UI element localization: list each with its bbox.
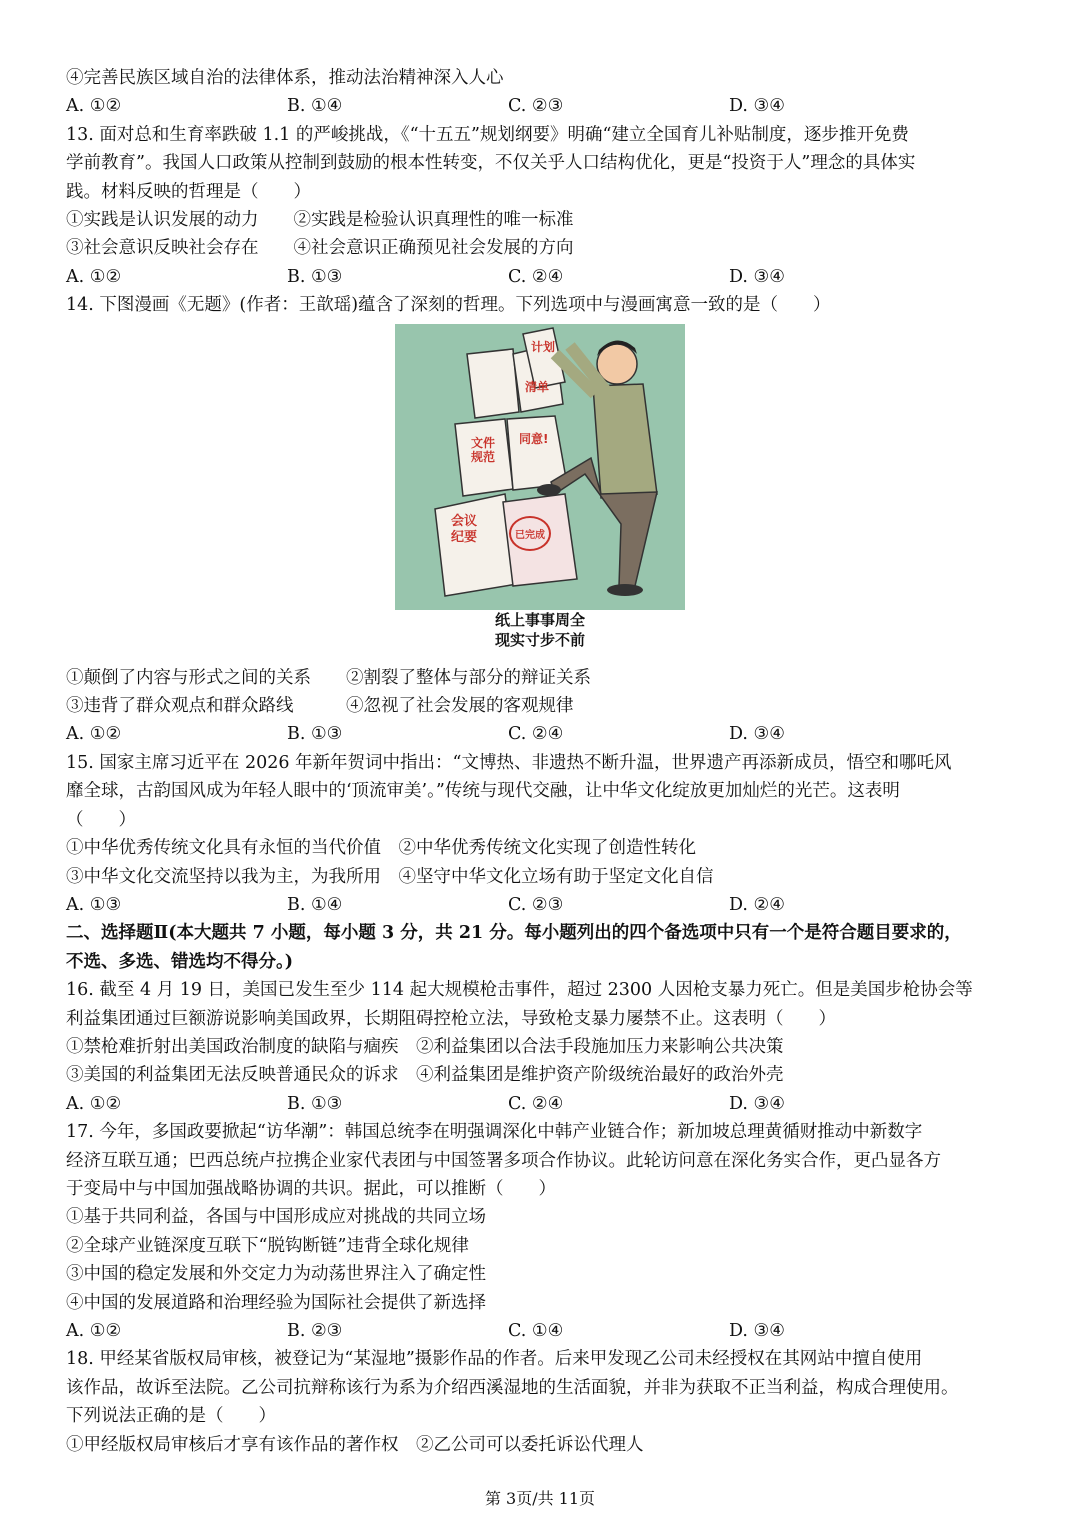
text-line: ③违背了群众观点和群众路线 ④忽视了社会发展的客观规律 [66,696,574,717]
sheet-label-3: 文件规范 [471,435,496,464]
section-heading [66,919,1021,976]
cartoon-caption-1: 纸上事事周全 [494,610,585,629]
text-line: ③中国的稳定发展和外交定力为动荡世界注入了确定性 [66,1264,486,1285]
sheet-label-5: 会议纪要 [451,513,478,545]
text-line: 二、选择题Ⅱ(本大题共 7 小题，每小题 3 分，共 21 分。每小题列出的四个备选项中只有一个是符合题目要求的， [66,923,962,944]
option-d: D. ③④ [729,1093,785,1114]
option-c: C. ②④ [508,266,564,287]
question-14 [66,291,1021,749]
text-line: 17. 今年，多国政要掀起“访华潮”：韩国总统李在明强调深化中韩产业链合作；新加坡总理黄循财推动中新数字 [66,1122,923,1143]
text-line: 践。材料反映的哲理是（ ） [66,181,311,202]
text-line: ③中华文化交流坚持以我为主，为我所用 ④坚守中华文化立场有助于坚定文化自信 [66,866,714,887]
question-17 [66,1118,1021,1345]
exam-page [66,64,1021,1459]
text-line: 该作品，故诉至法院。乙公司抗辩称该行为系为介绍西溪湿地的生活面貌，并非为获取不正当利益，构成合理使用。 [66,1377,959,1398]
option-a: A. ①② [66,724,122,745]
text-line: （ ） [66,809,136,830]
option-d: D. ③④ [729,96,785,117]
options-q12 [66,92,1021,120]
text-line: ③社会意识反映社会存在 ④社会意识正确预见社会发展的方向 [66,238,574,259]
text-line: 于变局中与中国加强战略协调的共识。据此，可以推断（ ） [66,1178,556,1199]
option-b: B. ①③ [287,266,343,287]
text-line: 靡全球，古韵国风成为年轻人眼中的‘顶流审美’。”传统与现代交融，让中华文化绽放更加灿烂的光芒。这表明 [66,781,900,802]
option-d: D. ③④ [729,1321,785,1341]
option-d: D. ③④ [729,724,785,745]
options-q13 [66,263,1021,291]
text-line: 16. 截至 4 月 19 日，美国已发生至少 114 起大规模枪击事件，超过 2300 人因枪支暴力死亡。但是美国步枪协会等 [66,980,973,1001]
text-line: ④完善民族区域自治的法律体系，推动法治精神深入人心 [66,68,504,88]
text-line: ①颠倒了内容与形式之间的关系 ②割裂了整体与部分的辩证关系 [66,667,591,688]
option-b: B. ②③ [287,1321,343,1341]
question-15 [66,749,1021,919]
sheet-label-2: 清单 [525,379,550,394]
option-b: B. ①③ [287,724,343,745]
option-a: A. ①② [66,96,122,117]
text-line: 下列说法正确的是（ ） [66,1406,276,1427]
option-a: A. ①③ [66,894,122,915]
option-a: A. ①② [66,266,122,287]
option-c: C. ②④ [508,724,564,745]
options-q17 [66,1317,1021,1345]
text-line: 13. 面对总和生育率跌破 1.1 的严峻挑战，《“十五五”规划纲要》明确“建立全国育儿补贴制度，逐步推开免费 [66,124,909,145]
option-d: D. ③④ [729,266,785,287]
option-b: B. ①④ [287,96,343,117]
text-line: 18. 甲经某省版权局审核，被登记为“某湿地”摄影作品的作者。后来甲发现乙公司未经授权在其网站中擅自使用 [66,1349,923,1370]
cartoon-figure [395,324,685,650]
option-a: A. ①② [66,1093,122,1114]
text-line: ④中国的发展道路和治理经验为国际社会提供了新选择 [66,1292,486,1313]
text-line: 不选、多选、错选均不得分。) [66,951,294,972]
text-line: ①甲经版权局审核后才享有该作品的著作权 ②乙公司可以委托诉讼代理人 [66,1434,644,1455]
text-line: 学前教育”。我国人口政策从控制到鼓励的根本性转变，不仅关乎人口结构优化，更是“投资于人”理念的具体实 [66,153,916,174]
option-c: C. ②④ [508,1093,564,1114]
option-b: B. ①③ [287,1093,343,1114]
text-line: ①禁枪难折射出美国政治制度的缺陷与痼疾 ②利益集团以合法手段施加压力来影响公共决策 [66,1036,784,1057]
question-13 [66,121,1021,291]
option-b: B. ①④ [287,894,343,915]
cartoon-image [395,324,685,610]
text-line: ③美国的利益集团无法反映普通民众的诉求 ④利益集团是维护资产阶级统治最好的政治外壳 [66,1065,784,1086]
text-line: ①中华优秀传统文化具有永恒的当代价值 ②中华优秀传统文化实现了创造性转化 [66,838,696,859]
options-q16 [66,1090,1021,1118]
option-c: C. ①④ [508,1321,564,1341]
text-line: 利益集团通过巨额游说影响美国政界，长期阻碍控枪立法，导致枪支暴力屡禁不止。这表明（ ） [66,1008,836,1029]
option-c: C. ②③ [508,894,564,915]
option-a: A. ①② [66,1321,122,1341]
sheet-label-4: 同意! [519,431,549,446]
text-line: 经济互联互通；巴西总统卢拉携企业家代表团与中国签署多项合作协议。此轮访问意在深化务实合作，更凸显各方 [66,1150,941,1171]
text-line: ①实践是认识发展的动力 ②实践是检验认识真理性的唯一标准 [66,210,574,231]
option-d: D. ②④ [729,894,785,915]
text-line: 15. 国家主席习近平在 2026 年新年贺词中指出：“文博热、非遗热不断升温，世界遗产再添新成员，悟空和哪吒风 [66,752,952,773]
option-c: C. ②③ [508,96,564,117]
cartoon-caption-2: 现实寸步不前 [494,630,585,649]
options-q15 [66,891,1021,919]
page-number: 第 3页/共 11页 [484,1489,596,1508]
sheet-label-1: 计划 [531,339,556,354]
question-18 [66,1345,1021,1459]
text-line: ②全球产业链深度互联下“脱钩断链”违背全球化规律 [66,1235,469,1256]
question-16 [66,976,1021,1118]
text-line: ①基于共同利益，各国与中国形成应对挑战的共同立场 [66,1207,486,1228]
options-q14 [66,720,1021,748]
text-line: 14. 下图漫画《无题》(作者：王歆瑶)蕴含了深刻的哲理。下列选项中与漫画寓意一致的是（ ） [66,295,831,316]
stamp-label: 已完成 [509,516,551,551]
